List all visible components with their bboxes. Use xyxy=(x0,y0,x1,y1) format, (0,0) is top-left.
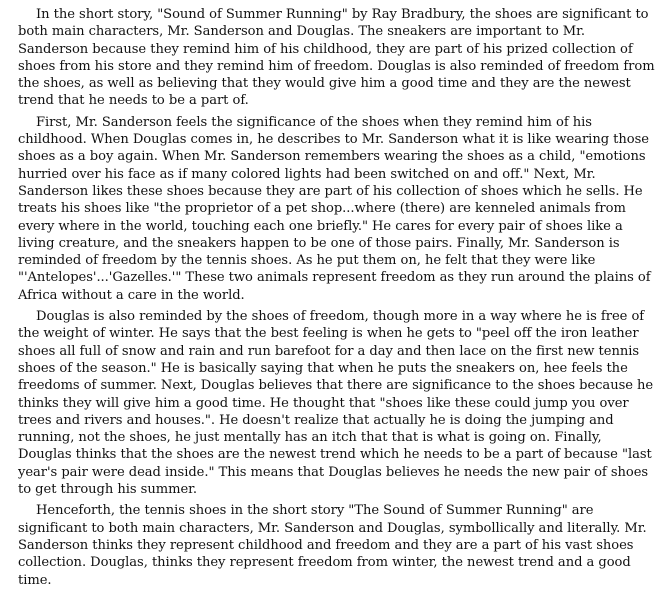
paragraph-introduction: In the short story, "Sound of Summer Running" by Ray Bradbury, the shoes are significant to both main characters, Mr. Sanderson and Douglas. The sneakers are important to Mr. Sanderson because they remind him of his childhood, they are part of his prized collection of shoes from his store and they remind him of freedom. Douglas is also reminded of freedom from the shoes, as well as believing that they would give him a good time and they are the newest trend that he needs to be a part of. xyxy=(18,7,655,109)
paragraph-mr-sanderson: First, Mr. Sanderson feels the significance of the shoes when they remind him of his childhood. When Douglas comes in, he describes to Mr. Sanderson what it is like wearing those shoes as a boy again. When Mr. Sanderson remembers wearing the shoes as a child, "emotions hurried over his face as if many colored lights had been switched on and off." Next, Mr. Sanderson likes these shoes because they are part of his collection of shoes which he sells. He treats his shoes like "the proprietor of a pet shop...where (there) are kenneled animals from every where in the world, touching each one briefly." He cares for every pair of shoes like a living creature, and the sneakers happen to be one of those pairs. Finally, Mr. Sanderson is reminded of freedom by the tennis shoes. As he put them on, he felt that they were like "'Antelopes'...'Gazelles.'" These two animals represent freedom as they run around the plains of Africa without a care in the world. xyxy=(18,114,651,303)
essay-body xyxy=(18,6,658,589)
paragraph-conclusion: Henceforth, the tennis shoes in the short story "The Sound of Summer Running" are significant to both main characters, Mr. Sanderson and Douglas, symbollically and literally. Mr. Sanderson thinks they represent childhood and freedom and they are a part of his vast shoes collection. Douglas, thinks they represent freedom from winter, the newest trend and a good time. xyxy=(18,503,647,588)
paragraph-douglas: Douglas is also reminded by the shoes of freedom, though more in a way where he is free of the weight of winter. He says that the best feeling is when he gets to "peel off the iron leather shoes all full of snow and rain and run barefoot for a day and then lace on the first new tennis shoes of the season." He is basically saying that when he puts the sneakers on, hee feels the freedoms of summer. Next, Douglas believes that there are significance to the shoes because he thinks they will give him a good time. He thought that "shoes like these could jump you over trees and rivers and houses.". He doesn't realize that actually he is doing the jumping and running, not the shoes, he just mentally has an itch that that is what is going on. Finally, Douglas thinks that the shoes are the newest trend which he needs to be a part of because "last year's pair were dead inside." This means that Douglas believes he needs the new pair of shoes to get through his summer. xyxy=(18,309,654,498)
